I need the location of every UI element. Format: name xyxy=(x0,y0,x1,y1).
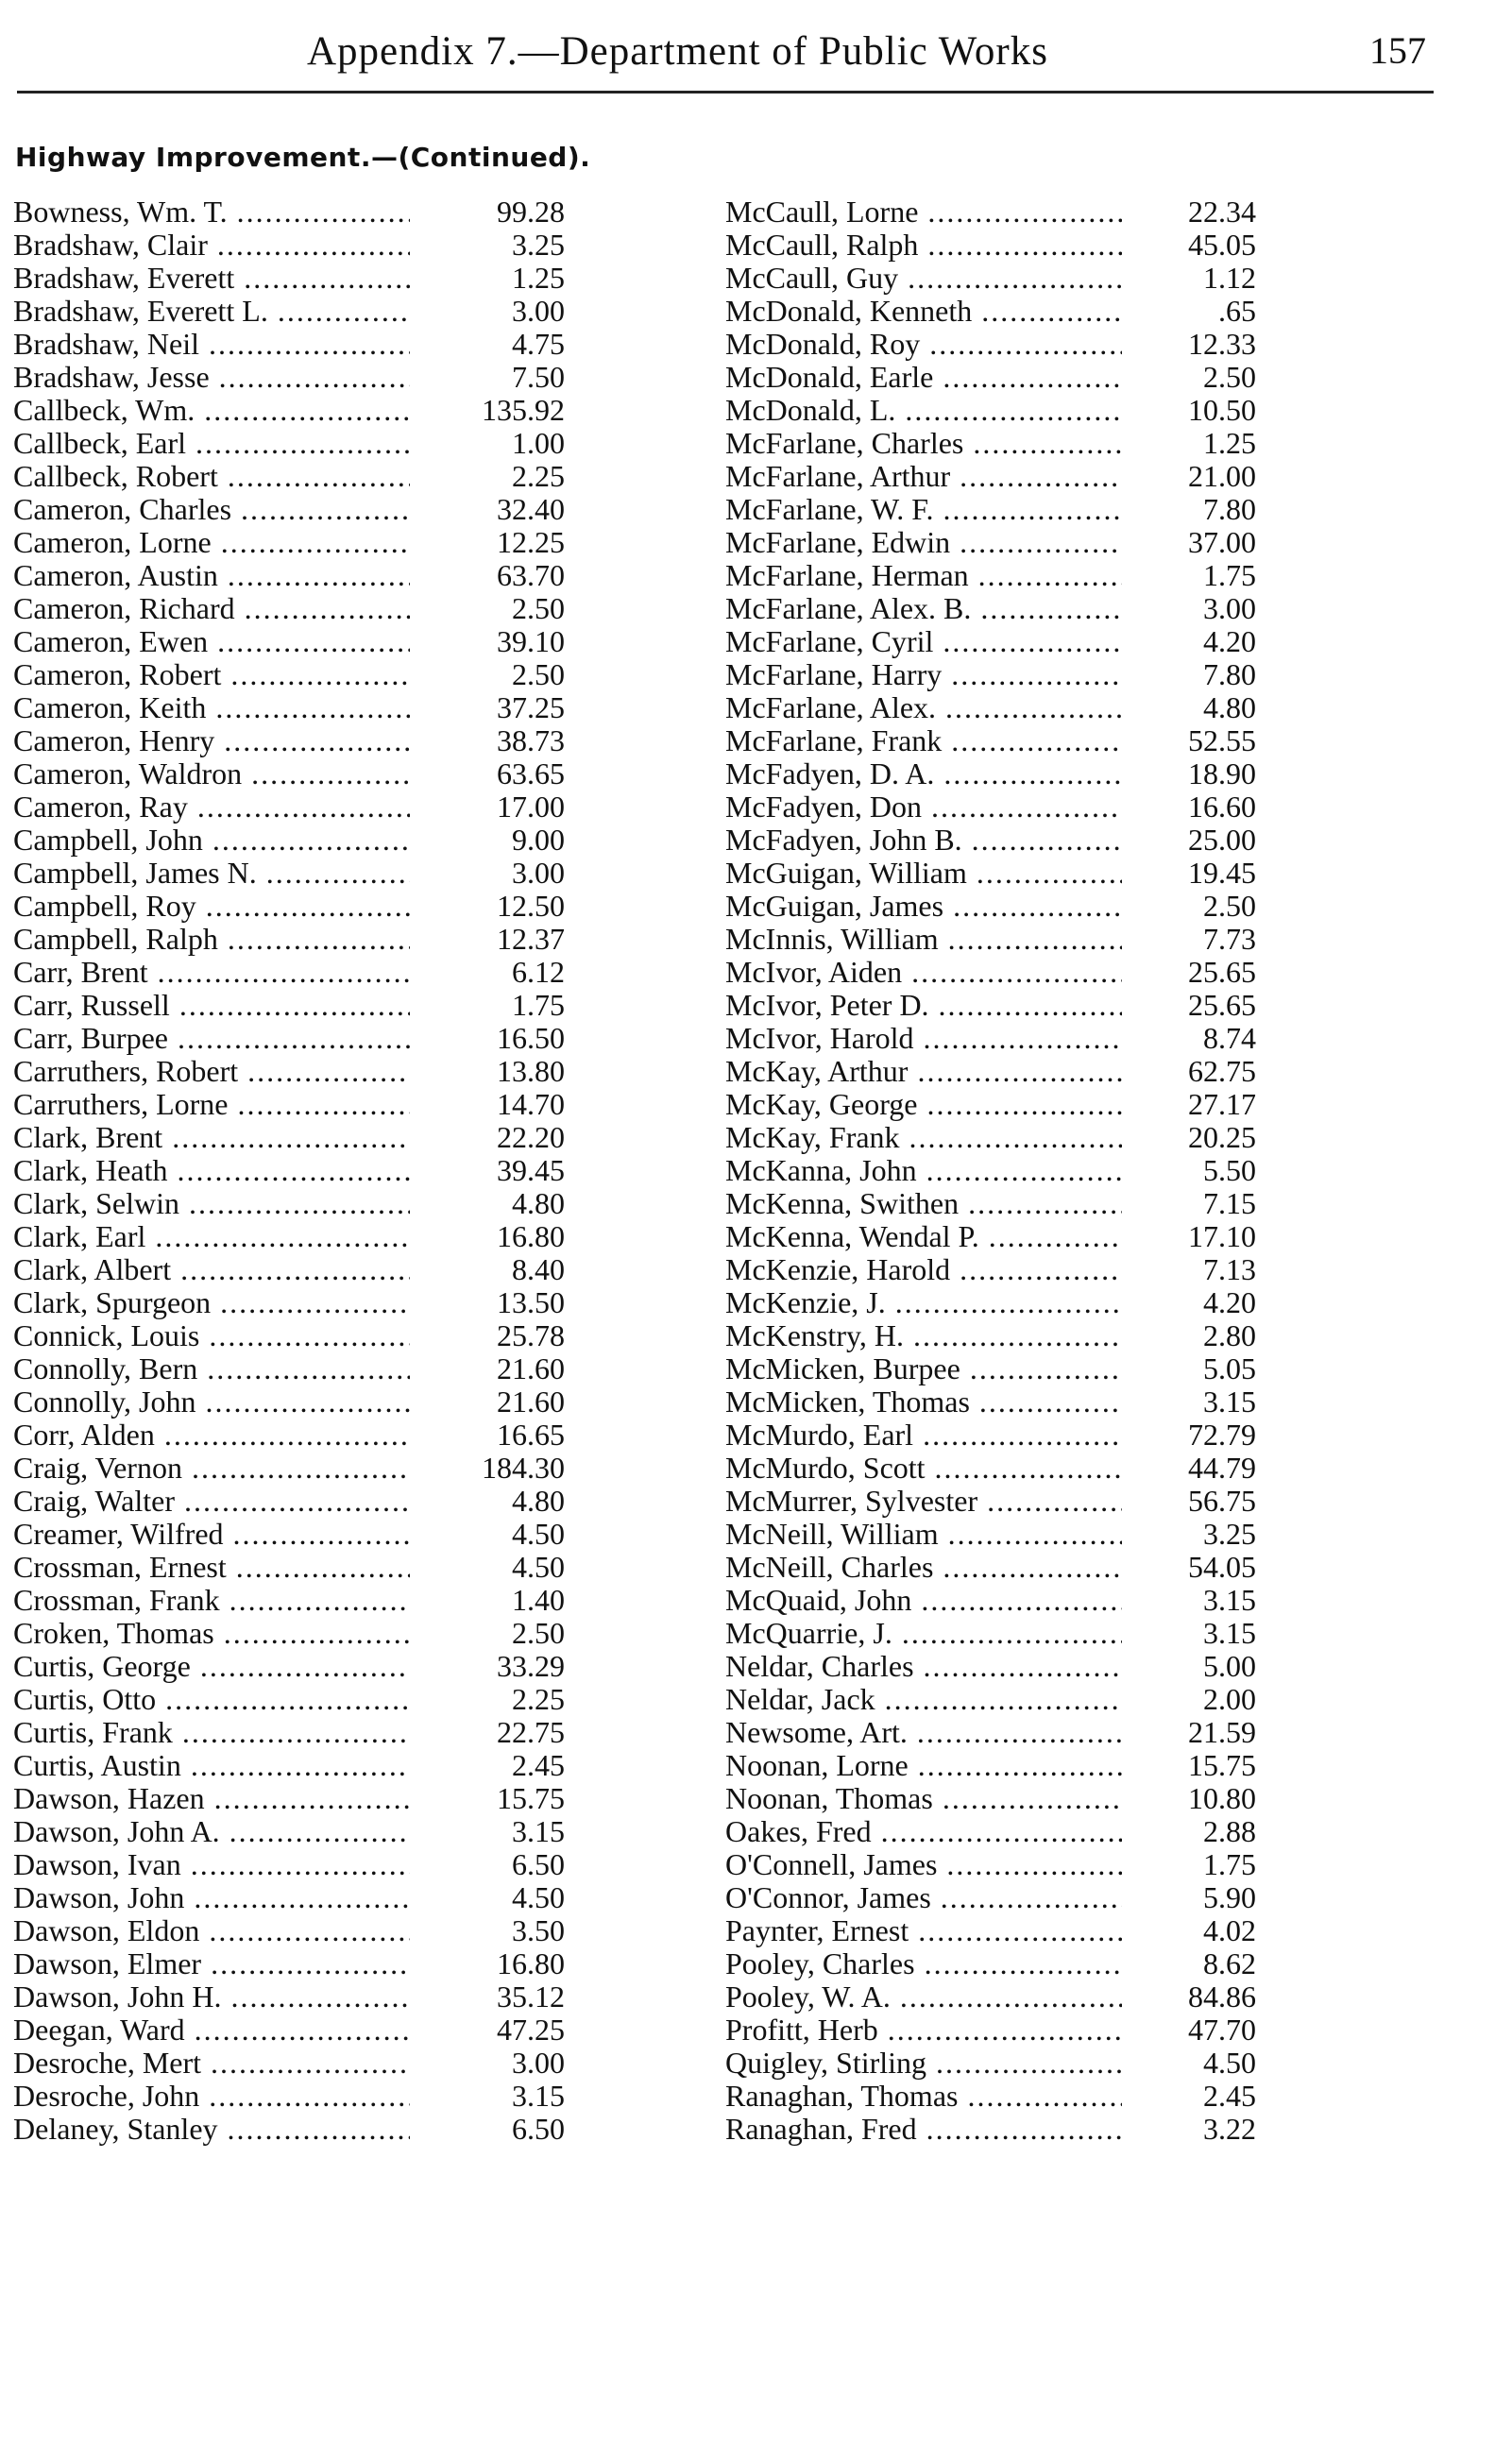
entry-amount: 25.65 xyxy=(1122,989,1256,1022)
entry-amount: 16.80 xyxy=(429,1220,565,1253)
entry-name: Desroche, Mert ..... xyxy=(13,2047,410,2080)
entry-name: Cameron, Lorne ..... xyxy=(13,526,410,559)
entry-name: Ranaghan, Thomas ..... xyxy=(725,2080,1122,2113)
entry-name: Clark, Heath ..... xyxy=(13,1154,410,1187)
entry-name: Bradshaw, Clair ..... xyxy=(13,229,410,262)
entry-amount: 2.80 xyxy=(1122,1319,1256,1352)
entry-amount: 9.00 xyxy=(429,824,565,857)
entry-amount: 25.00 xyxy=(1122,824,1256,857)
entry-amount: 7.73 xyxy=(1122,923,1256,956)
entry-amount: 44.79 xyxy=(1122,1452,1256,1485)
entry-amount: 2.25 xyxy=(429,1683,565,1716)
entry-name: McKenna, Swithen ..... xyxy=(725,1187,1122,1220)
entry-amount: 8.74 xyxy=(1122,1022,1256,1055)
entry-amount: 25.78 xyxy=(429,1319,565,1352)
entry-name: Clark, Albert ..... xyxy=(13,1253,410,1286)
entry-name: McMicken, Thomas ..... xyxy=(725,1385,1122,1419)
entry-name: Clark, Spurgeon ..... xyxy=(13,1286,410,1319)
entry-amount: 16.65 xyxy=(429,1419,565,1452)
entry-name: Dawson, John H. ..... xyxy=(13,1980,410,2014)
entry-name: McFarlane, Alex. B. ..... xyxy=(725,592,1122,625)
entry-amount: 22.20 xyxy=(429,1121,565,1154)
page-title: Appendix 7.—Department of Public Works xyxy=(307,29,1048,74)
entry-amount: 2.50 xyxy=(1122,361,1256,394)
entry-name: McMicken, Burpee ..... xyxy=(725,1352,1122,1385)
entry-amount: 12.50 xyxy=(429,890,565,923)
entry-name: Dawson, Elmer ..... xyxy=(13,1947,410,1980)
entry-amount: 8.40 xyxy=(429,1253,565,1286)
entry-amount: 3.00 xyxy=(1122,592,1256,625)
entry-amount: 5.05 xyxy=(1122,1352,1256,1385)
entry-amount: 1.12 xyxy=(1122,262,1256,295)
entry-amount: 32.40 xyxy=(429,493,565,526)
entry-amount: 12.33 xyxy=(1122,328,1256,361)
entry-amount: 2.50 xyxy=(429,592,565,625)
entry-name: Cameron, Robert ..... xyxy=(13,658,410,691)
entry-name: McIvor, Peter D. ..... xyxy=(725,989,1122,1022)
header-rule xyxy=(17,91,1434,93)
entry-amount: 135.92 xyxy=(429,394,565,427)
entry-name: McKay, Frank ..... xyxy=(725,1121,1122,1154)
entry-name: Cameron, Ray ..... xyxy=(13,790,410,824)
entry-name: Crossman, Frank ..... xyxy=(13,1584,410,1617)
entry-name: Campbell, James N. ..... xyxy=(13,857,410,890)
entry-name: Profitt, Herb ..... xyxy=(725,2014,1122,2047)
entry-name: McCaull, Ralph ..... xyxy=(725,229,1122,262)
entry-amount: 21.00 xyxy=(1122,460,1256,493)
entry-amount: 2.45 xyxy=(429,1749,565,1782)
entry-name: McGuigan, William ..... xyxy=(725,857,1122,890)
entry-name: Dawson, Eldon ..... xyxy=(13,1914,410,1947)
entry-amount: 6.12 xyxy=(429,956,565,989)
entry-name: McDonald, Kenneth ..... xyxy=(725,295,1122,328)
entry-amount: 4.80 xyxy=(429,1187,565,1220)
entry-name: Clark, Brent ..... xyxy=(13,1121,410,1154)
entry-amount: 2.45 xyxy=(1122,2080,1256,2113)
entry-amount: 1.25 xyxy=(1122,427,1256,460)
entry-name: McKenzie, J. ..... xyxy=(725,1286,1122,1319)
entry-name: Connolly, John ..... xyxy=(13,1385,410,1419)
entry-name: Newsome, Art. ..... xyxy=(725,1716,1122,1749)
entry-amount: 4.80 xyxy=(1122,691,1256,724)
entry-amount: 15.75 xyxy=(429,1782,565,1815)
entry-name: McFarlane, Charles ..... xyxy=(725,427,1122,460)
entry-name: McCaull, Lorne ..... xyxy=(725,195,1122,229)
entry-amount: 3.22 xyxy=(1122,2113,1256,2146)
entry-name: Dawson, Hazen ..... xyxy=(13,1782,410,1815)
entry-name: Pooley, W. A. ..... xyxy=(725,1980,1122,2014)
entry-amount: 2.50 xyxy=(1122,890,1256,923)
section-title: Highway Improvement.—(Continued). xyxy=(15,142,591,173)
entry-name: McCaull, Guy ..... xyxy=(725,262,1122,295)
entry-name: Cameron, Austin ..... xyxy=(13,559,410,592)
entry-amount: 7.80 xyxy=(1122,658,1256,691)
entry-amount: 39.45 xyxy=(429,1154,565,1187)
page-header xyxy=(0,28,1512,85)
entry-name: McDonald, L. ..... xyxy=(725,394,1122,427)
entry-amount: 10.50 xyxy=(1122,394,1256,427)
entry-name: Bowness, Wm. T. ..... xyxy=(13,195,410,229)
entry-amount: 47.25 xyxy=(429,2014,565,2047)
entry-name: O'Connor, James ..... xyxy=(725,1881,1122,1914)
entry-name: Corr, Alden ..... xyxy=(13,1419,410,1452)
entry-name: McQuarrie, J. ..... xyxy=(725,1617,1122,1650)
entry-amount: 8.62 xyxy=(1122,1947,1256,1980)
entry-name: Curtis, Austin ..... xyxy=(13,1749,410,1782)
entry-amount: 3.15 xyxy=(1122,1617,1256,1650)
entry-name: McFarlane, Edwin ..... xyxy=(725,526,1122,559)
entry-name: Craig, Vernon ..... xyxy=(13,1452,410,1485)
entry-name: Campbell, Ralph ..... xyxy=(13,923,410,956)
entry-amount: 22.34 xyxy=(1122,195,1256,229)
entry-amount: 4.50 xyxy=(429,1881,565,1914)
entry-amount: 5.90 xyxy=(1122,1881,1256,1914)
entry-name: McNeill, Charles ..... xyxy=(725,1551,1122,1584)
entry-amount: 54.05 xyxy=(1122,1551,1256,1584)
entry-name: McFarlane, Frank ..... xyxy=(725,724,1122,757)
entry-name: Curtis, Otto ..... xyxy=(13,1683,410,1716)
entry-amount: 4.20 xyxy=(1122,625,1256,658)
entry-amount: 35.12 xyxy=(429,1980,565,2014)
entry-name: Campbell, John ..... xyxy=(13,824,410,857)
entry-amount: 84.86 xyxy=(1122,1980,1256,2014)
entry-name: Clark, Selwin ..... xyxy=(13,1187,410,1220)
entry-name: Paynter, Ernest ..... xyxy=(725,1914,1122,1947)
entry-amount: 21.60 xyxy=(429,1385,565,1419)
entry-amount: 12.37 xyxy=(429,923,565,956)
entry-amount: 3.15 xyxy=(429,1815,565,1848)
entry-amount: 14.70 xyxy=(429,1088,565,1121)
entry-name: Quigley, Stirling ..... xyxy=(725,2047,1122,2080)
entry-amount: 3.00 xyxy=(429,295,565,328)
entry-amount: 17.10 xyxy=(1122,1220,1256,1253)
entry-name: Connolly, Bern ..... xyxy=(13,1352,410,1385)
entry-name: McKenna, Wendal P. ..... xyxy=(725,1220,1122,1253)
entry-name: McFarlane, Herman ..... xyxy=(725,559,1122,592)
entry-amount: 12.25 xyxy=(429,526,565,559)
entry-name: Ranaghan, Fred ..... xyxy=(725,2113,1122,2146)
entry-amount: 1.00 xyxy=(429,427,565,460)
entry-amount: 1.75 xyxy=(429,989,565,1022)
entry-amount: 5.00 xyxy=(1122,1650,1256,1683)
entry-amount: 63.65 xyxy=(429,757,565,790)
entry-amount: 16.80 xyxy=(429,1947,565,1980)
entry-amount: 7.15 xyxy=(1122,1187,1256,1220)
entry-name: McGuigan, James ..... xyxy=(725,890,1122,923)
entry-amount: 4.75 xyxy=(429,328,565,361)
entry-name: McFadyen, John B. ..... xyxy=(725,824,1122,857)
entry-amount: 52.55 xyxy=(1122,724,1256,757)
entry-amount: 37.00 xyxy=(1122,526,1256,559)
entry-name: McMurdo, Scott ..... xyxy=(725,1452,1122,1485)
entry-amount: 62.75 xyxy=(1122,1055,1256,1088)
entry-name: Carr, Brent ..... xyxy=(13,956,410,989)
entry-amount: 2.50 xyxy=(429,1617,565,1650)
entry-amount: 38.73 xyxy=(429,724,565,757)
entry-amount: 39.10 xyxy=(429,625,565,658)
entry-name: McInnis, William ..... xyxy=(725,923,1122,956)
entry-name: Noonan, Lorne ..... xyxy=(725,1749,1122,1782)
entry-amount: 25.65 xyxy=(1122,956,1256,989)
entry-amount: 72.79 xyxy=(1122,1419,1256,1452)
entry-amount: 45.05 xyxy=(1122,229,1256,262)
entry-amount: 63.70 xyxy=(429,559,565,592)
entry-amount: 21.59 xyxy=(1122,1716,1256,1749)
entry-name: Clark, Earl ..... xyxy=(13,1220,410,1253)
entry-name: McFarlane, W. F. ..... xyxy=(725,493,1122,526)
entry-name: Carr, Russell ..... xyxy=(13,989,410,1022)
entry-name: Cameron, Richard ..... xyxy=(13,592,410,625)
entry-name: Bradshaw, Everett ..... xyxy=(13,262,410,295)
entry-name: Campbell, Roy ..... xyxy=(13,890,410,923)
entry-name: Crossman, Ernest ..... xyxy=(13,1551,410,1584)
entry-amount: 15.75 xyxy=(1122,1749,1256,1782)
entry-name: Callbeck, Wm. ..... xyxy=(13,394,410,427)
entry-amount: 27.17 xyxy=(1122,1088,1256,1121)
entry-amount: 7.13 xyxy=(1122,1253,1256,1286)
entry-name: Oakes, Fred ..... xyxy=(725,1815,1122,1848)
entry-name: McNeill, William ..... xyxy=(725,1518,1122,1551)
entry-name: Deegan, Ward ..... xyxy=(13,2014,410,2047)
entry-name: Cameron, Keith ..... xyxy=(13,691,410,724)
entry-name: McQuaid, John ..... xyxy=(725,1584,1122,1617)
entry-amount: 3.15 xyxy=(1122,1385,1256,1419)
entry-amount: 1.75 xyxy=(1122,559,1256,592)
entry-name: McDonald, Roy ..... xyxy=(725,328,1122,361)
entry-amount: 1.75 xyxy=(1122,1848,1256,1881)
entry-name: McKenstry, H. ..... xyxy=(725,1319,1122,1352)
entry-amount: 3.25 xyxy=(1122,1518,1256,1551)
entry-amount: 56.75 xyxy=(1122,1485,1256,1518)
entry-amount: 19.45 xyxy=(1122,857,1256,890)
entry-name: Cameron, Waldron ..... xyxy=(13,757,410,790)
entry-amount: 2.00 xyxy=(1122,1683,1256,1716)
entry-amount: 47.70 xyxy=(1122,2014,1256,2047)
entry-amount: 7.50 xyxy=(429,361,565,394)
entry-name: McFarlane, Harry ..... xyxy=(725,658,1122,691)
entry-amount: 6.50 xyxy=(429,1848,565,1881)
entry-name: Bradshaw, Everett L. ..... xyxy=(13,295,410,328)
entry-amount: 13.50 xyxy=(429,1286,565,1319)
entry-name: McIvor, Harold ..... xyxy=(725,1022,1122,1055)
entry-amount: 1.40 xyxy=(429,1584,565,1617)
entry-name: Dawson, Ivan ..... xyxy=(13,1848,410,1881)
entry-amount: 20.25 xyxy=(1122,1121,1256,1154)
entry-name: McFarlane, Cyril ..... xyxy=(725,625,1122,658)
entry-name: McMurdo, Earl ..... xyxy=(725,1419,1122,1452)
entry-name: McKay, Arthur ..... xyxy=(725,1055,1122,1088)
entry-name: McMurrer, Sylvester ..... xyxy=(725,1485,1122,1518)
entry-amount: 18.90 xyxy=(1122,757,1256,790)
entry-name: Carr, Burpee ..... xyxy=(13,1022,410,1055)
entry-name: Curtis, Frank ..... xyxy=(13,1716,410,1749)
entry-amount: 2.50 xyxy=(429,658,565,691)
entry-amount: 3.15 xyxy=(1122,1584,1256,1617)
entry-name: McFadyen, D. A. ..... xyxy=(725,757,1122,790)
entry-name: Neldar, Jack ..... xyxy=(725,1683,1122,1716)
entry-name: Curtis, George ..... xyxy=(13,1650,410,1683)
entry-amount: 7.80 xyxy=(1122,493,1256,526)
entry-name: Neldar, Charles ..... xyxy=(725,1650,1122,1683)
entry-name: Desroche, John ..... xyxy=(13,2080,410,2113)
entry-name: Noonan, Thomas ..... xyxy=(725,1782,1122,1815)
entry-name: McFarlane, Arthur ..... xyxy=(725,460,1122,493)
entry-amount: 3.00 xyxy=(429,2047,565,2080)
entry-amount: 2.88 xyxy=(1122,1815,1256,1848)
entry-amount: 3.00 xyxy=(429,857,565,890)
entry-amount: 4.02 xyxy=(1122,1914,1256,1947)
entry-amount: 4.80 xyxy=(429,1485,565,1518)
entry-name: Cameron, Ewen ..... xyxy=(13,625,410,658)
entry-amount: 17.00 xyxy=(429,790,565,824)
entry-amount: 33.29 xyxy=(429,1650,565,1683)
entry-name: Cameron, Charles ..... xyxy=(13,493,410,526)
entry-name: Craig, Walter ..... xyxy=(13,1485,410,1518)
entry-amount: 99.28 xyxy=(429,195,565,229)
entry-name: Dawson, John ..... xyxy=(13,1881,410,1914)
entry-name: Delaney, Stanley ..... xyxy=(13,2113,410,2146)
entry-amount: 4.50 xyxy=(429,1551,565,1584)
entry-amount: 184.30 xyxy=(429,1452,565,1485)
entry-amount: 6.50 xyxy=(429,2113,565,2146)
entry-name: McIvor, Aiden ..... xyxy=(725,956,1122,989)
entry-amount: 4.50 xyxy=(1122,2047,1256,2080)
entry-name: O'Connell, James ..... xyxy=(725,1848,1122,1881)
entry-amount: 3.25 xyxy=(429,229,565,262)
entry-amount: 3.50 xyxy=(429,1914,565,1947)
entry-name: Cameron, Henry ..... xyxy=(13,724,410,757)
entry-amount: 16.50 xyxy=(429,1022,565,1055)
entry-amount: 37.25 xyxy=(429,691,565,724)
entry-amount: .65 xyxy=(1122,295,1256,328)
entry-name: Dawson, John A. ..... xyxy=(13,1815,410,1848)
entry-name: McFadyen, Don ..... xyxy=(725,790,1122,824)
entry-amount: 21.60 xyxy=(429,1352,565,1385)
entry-amount: 22.75 xyxy=(429,1716,565,1749)
entry-amount: 3.15 xyxy=(429,2080,565,2113)
entry-amount: 13.80 xyxy=(429,1055,565,1088)
entry-amount: 5.50 xyxy=(1122,1154,1256,1187)
page-number: 157 xyxy=(1369,29,1426,72)
entry-name: Bradshaw, Jesse ..... xyxy=(13,361,410,394)
entry-amount: 4.20 xyxy=(1122,1286,1256,1319)
entry-name: Bradshaw, Neil ..... xyxy=(13,328,410,361)
entry-name: Carruthers, Robert ..... xyxy=(13,1055,410,1088)
entry-name: McDonald, Earle ..... xyxy=(725,361,1122,394)
entry-name: Croken, Thomas ..... xyxy=(13,1617,410,1650)
entry-amount: 4.50 xyxy=(429,1518,565,1551)
entry-name: Creamer, Wilfred ..... xyxy=(13,1518,410,1551)
entry-amount: 1.25 xyxy=(429,262,565,295)
entry-name: Carruthers, Lorne ..... xyxy=(13,1088,410,1121)
entry-name: McKenzie, Harold ..... xyxy=(725,1253,1122,1286)
entry-amount: 16.60 xyxy=(1122,790,1256,824)
entry-name: Pooley, Charles ..... xyxy=(725,1947,1122,1980)
entry-name: Connick, Louis ..... xyxy=(13,1319,410,1352)
entry-name: McFarlane, Alex. ..... xyxy=(725,691,1122,724)
entry-name: Callbeck, Earl ..... xyxy=(13,427,410,460)
entry-amount: 10.80 xyxy=(1122,1782,1256,1815)
entry-name: McKanna, John ..... xyxy=(725,1154,1122,1187)
entry-name: McKay, George ..... xyxy=(725,1088,1122,1121)
entry-amount: 2.25 xyxy=(429,460,565,493)
entry-name: Callbeck, Robert ..... xyxy=(13,460,410,493)
